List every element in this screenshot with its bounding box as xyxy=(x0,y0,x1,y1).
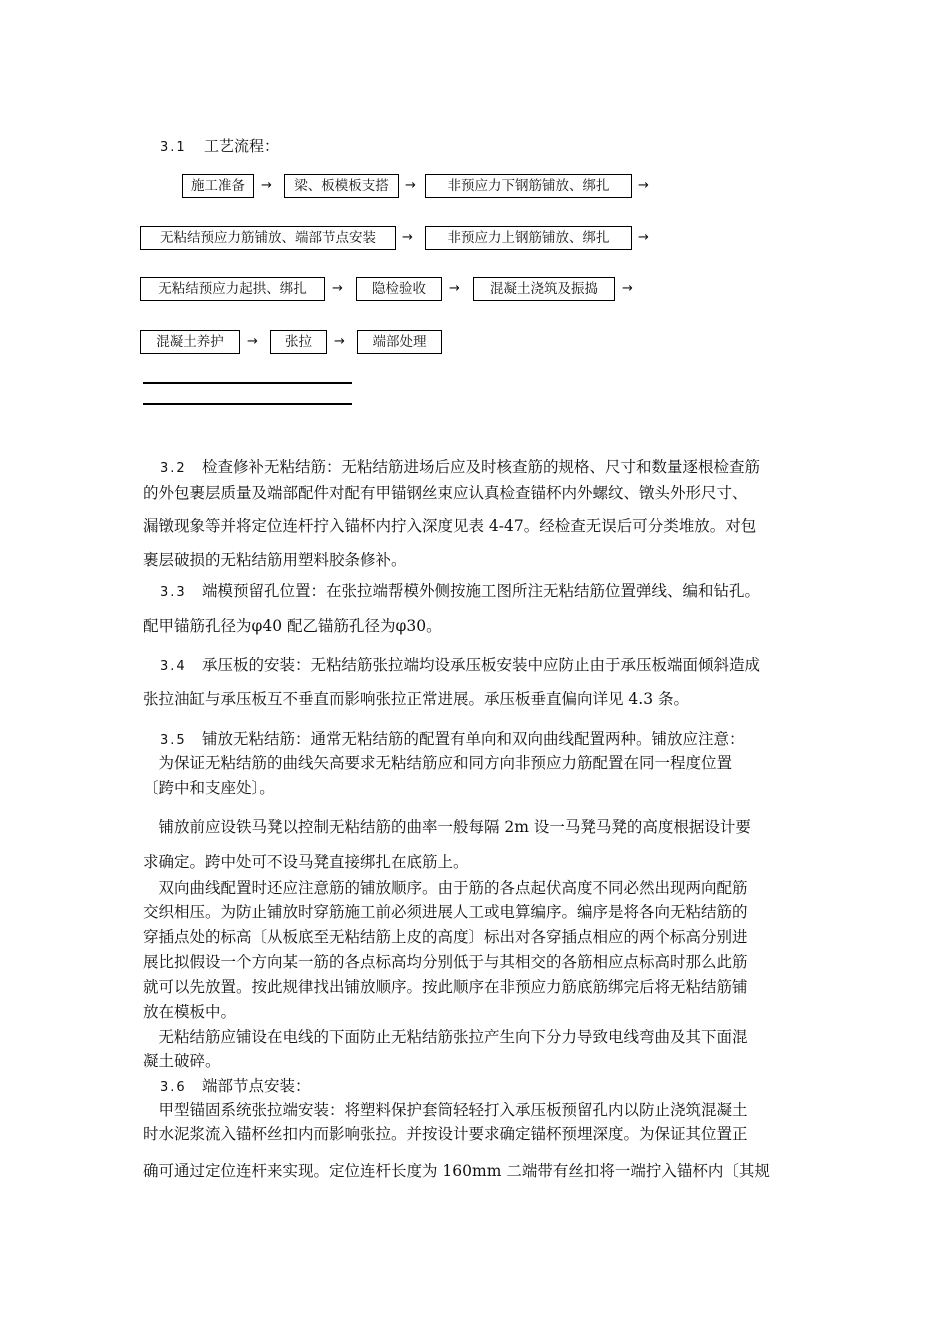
body-line xyxy=(143,1050,807,1072)
section-heading: 工艺流程： xyxy=(204,137,280,155)
line-text: 铺放前应设铁马凳以控制无粘结筋的曲率一般每隔 2m 设一马凳马凳的高度根据设计要 xyxy=(143,818,751,836)
body-line xyxy=(143,926,807,948)
line-text: 无粘结筋应铺设在电线的下面防止无粘结筋张拉产生向下分力导致电线弯曲及其下面混 xyxy=(143,1028,748,1046)
flow-box-prep: 施工准备 xyxy=(182,174,254,198)
flow-arrow: → xyxy=(638,178,649,193)
flow-arrow: → xyxy=(334,334,345,349)
flow-box-pouring: 混凝土浇筑及振捣 xyxy=(473,277,615,301)
section-heading-line xyxy=(160,1075,807,1099)
body-line xyxy=(143,482,807,504)
line-text: 漏镦现象等并将定位连杆拧入锚杯内拧入深度见表 4-47。经检查无误后可分类堆放。对包 xyxy=(143,517,757,535)
flow-arrow: → xyxy=(402,230,413,245)
body-line xyxy=(143,1099,807,1121)
flow-arrow: → xyxy=(622,281,633,296)
line-text: 铺放无粘结筋：通常无粘结筋的配置有单向和双向曲线配置两种。铺放应注意： xyxy=(202,730,745,748)
flow-box-curing: 混凝土养护 xyxy=(140,330,240,354)
line-text: 交织相压。为防止铺放时穿筋施工前必须进展人工或电算编序。编序是将各向无粘结筋的 xyxy=(143,903,748,921)
section-number: 3.5 xyxy=(160,733,187,748)
body-line xyxy=(143,549,807,571)
flow-box-tendon-laying: 无粘结预应力筋铺放、端部节点安装 xyxy=(140,226,396,250)
line-text: 端模预留孔位置：在张拉端帮模外侧按施工图所注无粘结筋位置弹线、编和钻孔。 xyxy=(202,582,761,600)
body-line xyxy=(143,951,807,973)
flow-arrow: → xyxy=(247,334,258,349)
body-line xyxy=(143,688,807,710)
line-text: 为保证无粘结筋的曲线矢高要求无粘结筋应和同方向非预应力筋配置在同一程度位置 xyxy=(143,754,733,772)
flow-box-tensioning: 张拉 xyxy=(270,330,327,354)
line-text: 张拉油缸与承压板互不垂直而影响张拉正常进展。承压板垂直偏向详见 4.3 条。 xyxy=(143,690,690,708)
line-text: 凝土破碎。 xyxy=(143,1052,221,1070)
flow-section-title xyxy=(160,136,279,158)
section-heading-line xyxy=(160,456,807,480)
body-line xyxy=(143,1026,807,1048)
line-text: 甲型锚固系统张拉端安装：将塑料保护套筒轻轻打入承压板预留孔内以防止浇筑混凝土 xyxy=(143,1101,748,1119)
section-heading-line xyxy=(160,654,807,678)
body-line xyxy=(143,816,807,838)
flow-arrow: → xyxy=(638,230,649,245)
line-text: 就可以先放置。按此规律找出铺放顺序。按此顺序在非预应力筋底筋绑完后将无粘结筋铺 xyxy=(143,978,748,996)
line-text: 时水泥浆流入锚杯丝扣内而影响张拉。并按设计要求确定锚杯预埋深度。为保证其位置正 xyxy=(143,1125,748,1143)
line-text: 确可通过定位连杆来实现。定位连杆长度为 160mm 二端带有丝扣将一端拧入锚杯内〔其规 xyxy=(143,1162,770,1180)
section-number: 3.6 xyxy=(160,1080,187,1095)
flow-box-end-treatment: 端部处理 xyxy=(357,330,442,354)
line-text: 放在模板中。 xyxy=(143,1003,237,1021)
line-text: 配甲锚筋孔径为φ40 配乙锚筋孔径为φ30。 xyxy=(143,617,442,635)
body-line xyxy=(143,752,807,774)
body-line xyxy=(143,901,807,923)
flow-arrow: → xyxy=(261,178,272,193)
body-line xyxy=(143,777,807,799)
body-line xyxy=(143,515,807,537)
body-line xyxy=(143,1001,807,1023)
body-line xyxy=(143,851,807,873)
flow-box-lower-rebar: 非预应力下钢筋铺放、绑扎 xyxy=(425,174,632,198)
section-heading-line xyxy=(160,728,807,752)
flow-box-upper-rebar: 非预应力上钢筋铺放、绑扎 xyxy=(425,226,632,250)
line-text: 〔跨中和支座处〕。 xyxy=(143,779,275,797)
line-text: 检查修补无粘结筋：无粘结筋进场后应及时核查筋的规格、尺寸和数量逐根检查筋 xyxy=(202,458,761,476)
flow-box-formwork: 梁、板模板支搭 xyxy=(284,174,399,198)
line-text: 端部节点安装： xyxy=(202,1077,311,1095)
body-line xyxy=(143,1160,807,1182)
flow-box-camber: 无粘结预应力起拱、绑扎 xyxy=(140,277,325,301)
line-text: 求确定。跨中处可不设马凳直接绑扎在底筋上。 xyxy=(143,853,469,871)
line-text: 穿插点处的标高〔从板底至无粘结筋上皮的高度〕标出对各穿插点相应的两个标高分别进 xyxy=(143,928,748,946)
flow-arrow: → xyxy=(332,281,343,296)
section-number: 3.1 xyxy=(160,140,187,155)
section-number: 3.2 xyxy=(160,461,187,476)
line-text: 展比拟假设一个方向某一筋的各点标高均分别低于与其相交的各筋相应点标高时那么此筋 xyxy=(143,953,748,971)
body-line xyxy=(143,877,807,899)
divider-line xyxy=(143,382,352,384)
divider-line xyxy=(143,403,352,405)
flow-arrow: → xyxy=(449,281,460,296)
body-line xyxy=(143,615,807,637)
flow-arrow: → xyxy=(405,178,416,193)
body-line xyxy=(143,976,807,998)
section-heading-line xyxy=(160,580,807,604)
flow-box-inspection: 隐检验收 xyxy=(356,277,442,301)
body-line xyxy=(143,1123,807,1145)
section-number: 3.4 xyxy=(160,659,187,674)
line-text: 双向曲线配置时还应注意筋的铺放顺序。由于筋的各点起伏高度不同必然出现两向配筋 xyxy=(143,879,748,897)
line-text: 的外包裹层质量及端部配件对配有甲锚钢丝束应认真检查锚杯内外螺纹、镦头外形尺寸、 xyxy=(143,484,748,502)
line-text: 承压板的安装：无粘结筋张拉端均设承压板安装中应防止由于承压板端面倾斜造成 xyxy=(202,656,761,674)
section-number: 3.3 xyxy=(160,585,187,600)
line-text: 裹层破损的无粘结筋用塑料胶条修补。 xyxy=(143,551,407,569)
